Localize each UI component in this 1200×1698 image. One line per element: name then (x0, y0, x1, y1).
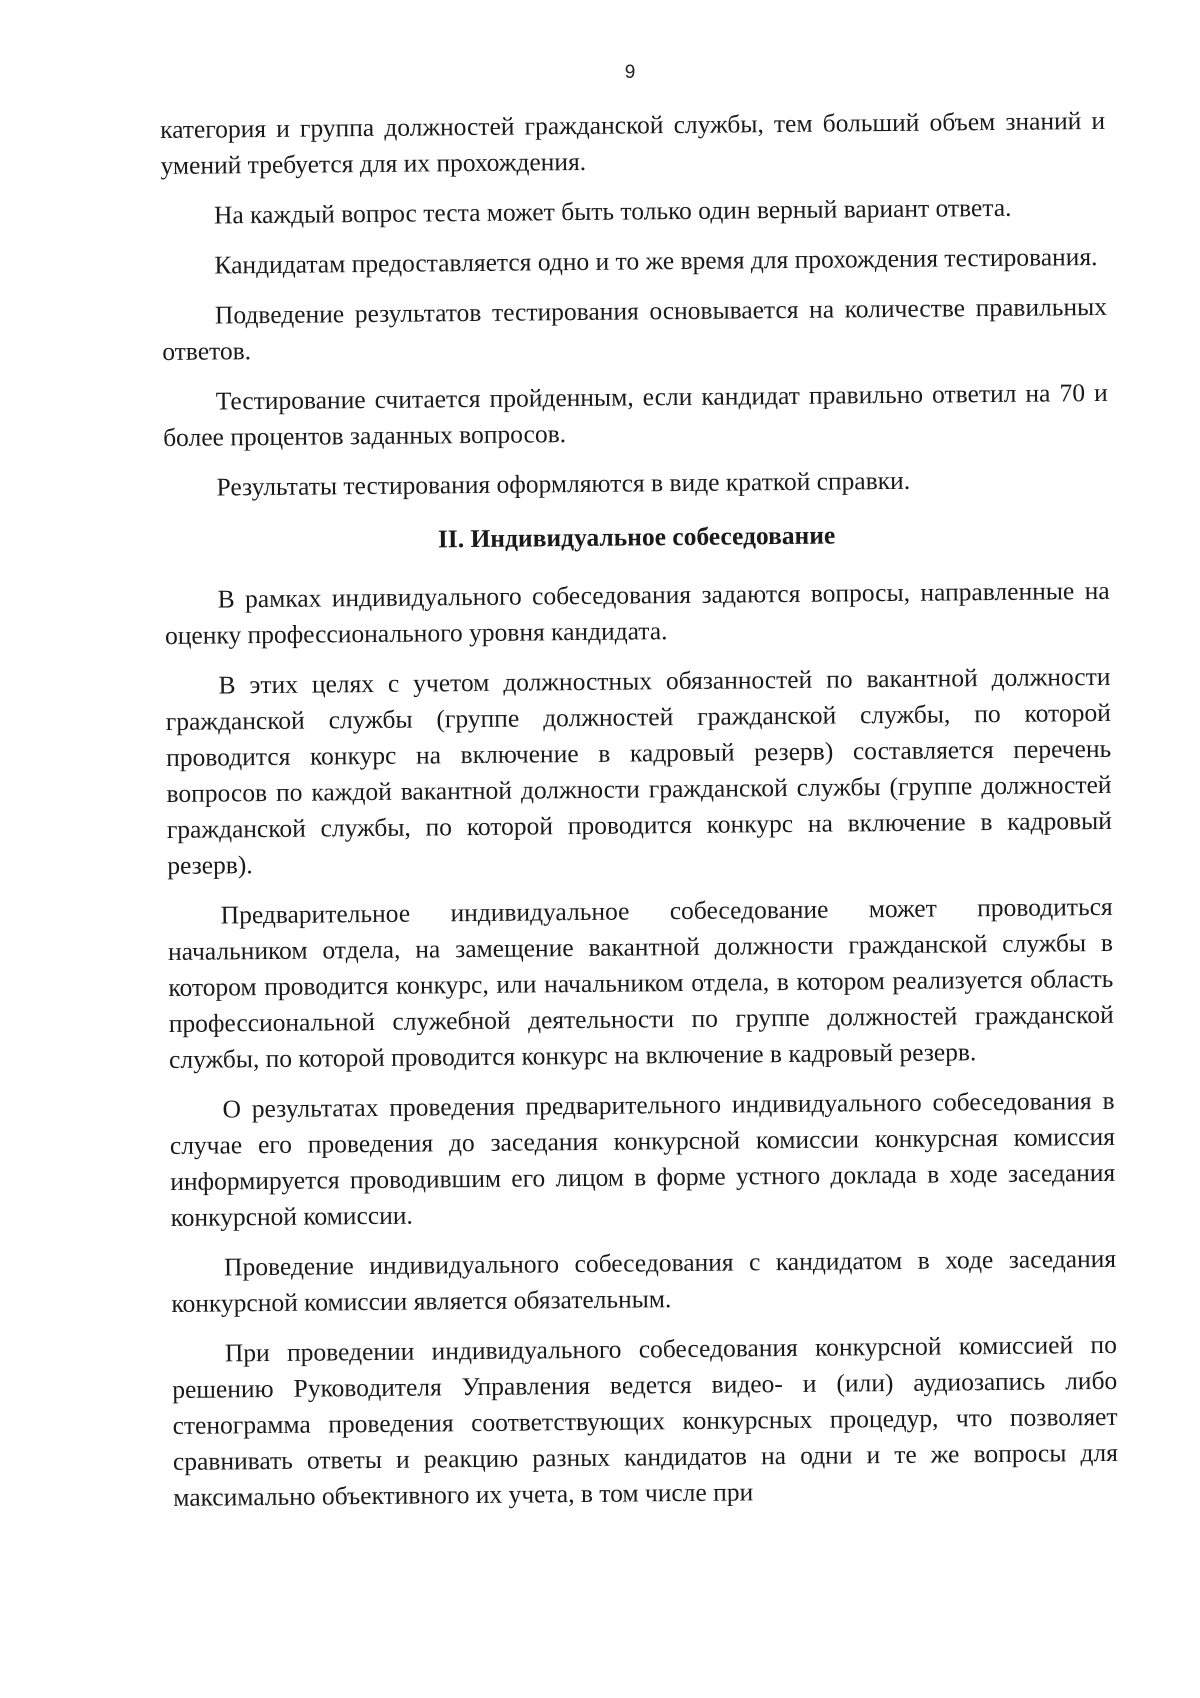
paragraph: О результатах проведения предварительного индивидуального собеседования в случае его проведения до заседания конкурсной комиссии конкурсная комиссия информируется проводившим его лицом в форме устного доклада в ходе заседания конкурсной комиссии. (169, 1085, 1116, 1232)
paragraph: Подведение результатов тестирования основывается на количестве правильных ответов. (162, 291, 1108, 366)
page-number: 9 (624, 62, 636, 83)
document-body (160, 103, 1119, 1530)
paragraph: категория и группа должностей гражданской службы, тем больший объем знаний и умений требуется для их прохождения. (160, 105, 1106, 180)
paragraph: В этих целях с учетом должностных обязанностей по вакантной должности гражданской службы (группе должностей гражданской службы, по которой проводится конкурс на включение в кадровый резерв) составляется перечень вопросов по каждой вакантной должности гражданской службы (группе должностей гражданской службы, по которой проводится конкурс на включение в кадровый резерв). (165, 661, 1112, 880)
paragraph: На каждый вопрос теста может быть только один верный вариант ответа. (213, 192, 1012, 230)
paragraph: В рамках индивидуального собеседования задаются вопросы, направленные на оценку профессионального уровня кандидата. (164, 575, 1110, 650)
paragraph: При проведении индивидуального собеседования конкурсной комиссией по решению Руководителя Управления ведется видео- и (или) аудиозапись либо стенограмма проведения соответствующих конкурсных процедур, что позволяет сравнивать ответы и реакцию разных кандидатов на одни и те же вопросы для максимально объективного их учета, в том числе при (172, 1329, 1119, 1512)
section-heading: II. Индивидуальное собеседование (437, 520, 836, 554)
paragraph: Проведение индивидуального собеседования с кандидатом в ходе заседания конкурсной комиссии является обязательным. (171, 1243, 1117, 1318)
paragraph: Тестирование считается пройденным, если кандидат правильно ответил на 70 и более процентов заданных вопросов. (162, 377, 1108, 452)
paragraph: Результаты тестирования оформляются в виде краткой справки. (216, 465, 911, 502)
paragraph: Кандидатам предоставляется одно и то же время для прохождения тестирования. (214, 242, 1098, 280)
paragraph: Предварительное индивидуальное собеседование может проводиться начальником отдела, на замещение вакантной должности гражданской службы в котором проводится конкурс, или начальником отдела, в котором реализуется область профессиональной служебной деятельности по группе должностей гражданской службы, по которой проводится конкурс на включение в кадровый резерв. (167, 891, 1114, 1074)
